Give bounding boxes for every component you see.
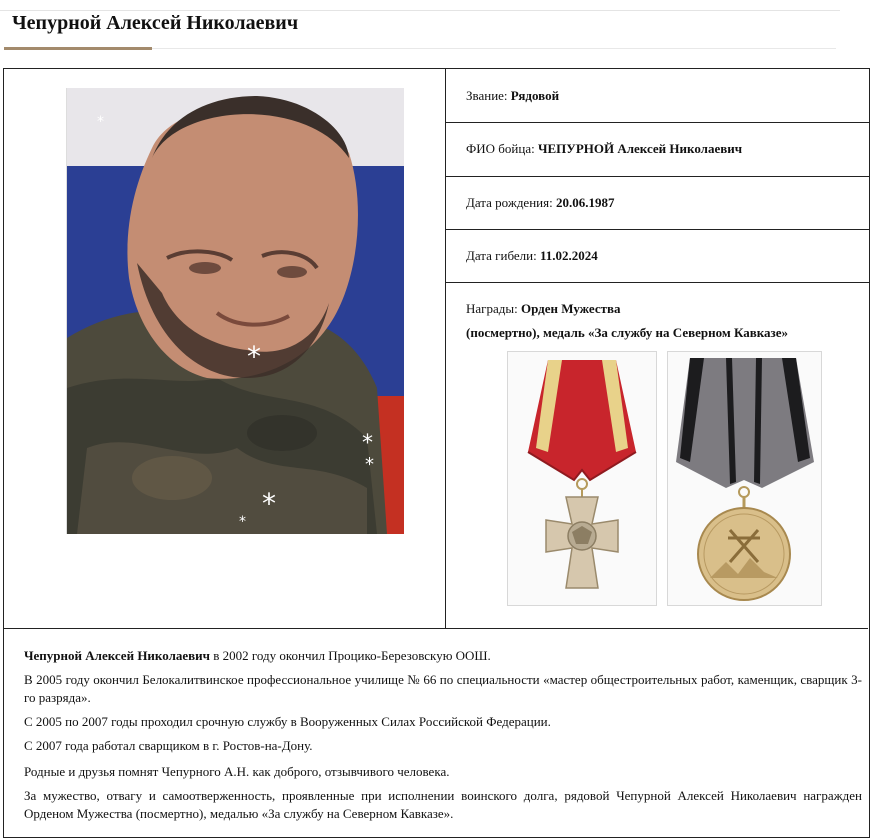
name-label: ФИО бойца: bbox=[466, 141, 535, 156]
header-divider bbox=[0, 10, 840, 11]
svg-text:*: * bbox=[362, 431, 373, 456]
info-cell bbox=[446, 69, 871, 628]
awards-value-line1: Орден Мужества bbox=[520, 301, 621, 316]
page-header bbox=[0, 0, 872, 60]
rank-label: Звание: bbox=[466, 88, 508, 103]
svg-text:*: * bbox=[247, 340, 261, 373]
title-underline-accent bbox=[4, 47, 152, 50]
soldier-card bbox=[3, 68, 870, 838]
birth-date-label: Дата рождения: bbox=[466, 195, 553, 210]
rank-value: Рядовой bbox=[510, 88, 560, 103]
name-row bbox=[446, 123, 870, 177]
awards-value-line2: (посмертно), медаль «За службу на Северном Кавказе» bbox=[466, 325, 789, 340]
svg-text:*: * bbox=[365, 454, 374, 475]
bio-name: Чепурной Алексей Николаевич bbox=[24, 648, 210, 663]
bio-paragraph-4: С 2007 года работал сварщиком в г. Ростов-на-Дону. bbox=[24, 738, 313, 753]
death-date-label: Дата гибели: bbox=[466, 248, 537, 263]
birth-date-value: 20.06.1987 bbox=[555, 195, 615, 210]
death-date-value: 11.02.2024 bbox=[539, 248, 598, 263]
bio-paragraph-6: За мужество, отвагу и самоотверженность, проявленные при исполнении воинского долга, рядовой Чепурной Алексей Николаевич награжден Орденом Мужества (посмертно), медалью «За службу на Северном Кавказе». bbox=[24, 788, 862, 821]
bio-paragraph-3: С 2005 по 2007 годы проходил срочную службу в Вооруженных Силах Российской Федерации. bbox=[24, 714, 551, 729]
portrait-figure bbox=[67, 88, 404, 534]
bio-paragraph-1 bbox=[24, 647, 862, 665]
bio-paragraph-1-text: в 2002 году окончил Процико-Березовскую ООШ. bbox=[209, 648, 491, 663]
north-caucasus-medal-image bbox=[667, 351, 822, 606]
awards-row bbox=[446, 283, 870, 628]
biography bbox=[4, 628, 868, 821]
name-value: ЧЕПУРНОЙ Алексей Николаевич bbox=[537, 141, 743, 156]
order-of-courage-icon bbox=[508, 352, 656, 605]
title-underline bbox=[152, 48, 836, 49]
order-of-courage-image bbox=[507, 351, 657, 606]
svg-text:*: * bbox=[239, 514, 246, 530]
birth-date-row bbox=[446, 177, 870, 230]
north-caucasus-medal-icon bbox=[668, 352, 821, 605]
photo-cell bbox=[4, 69, 446, 628]
awards-label: Награды: bbox=[466, 301, 518, 316]
page-title: Чепурной Алексей Николаевич bbox=[12, 12, 299, 34]
svg-text:*: * bbox=[262, 487, 276, 520]
awards-text bbox=[466, 297, 866, 345]
death-date-row bbox=[446, 230, 870, 283]
bio-paragraph-5: Родные и друзья помнят Чепурного А.Н. как доброго, отзывчивого человека. bbox=[24, 764, 450, 779]
svg-text:*: * bbox=[97, 114, 104, 130]
bio-paragraph-2: В 2005 году окончил Белокалитвинское профессиональное училище № 66 по специальности «мастер общестроительных работ, каменщик, сварщик 3-го разряда». bbox=[24, 672, 862, 705]
rank-row bbox=[446, 69, 870, 123]
portrait-photo bbox=[66, 88, 404, 534]
